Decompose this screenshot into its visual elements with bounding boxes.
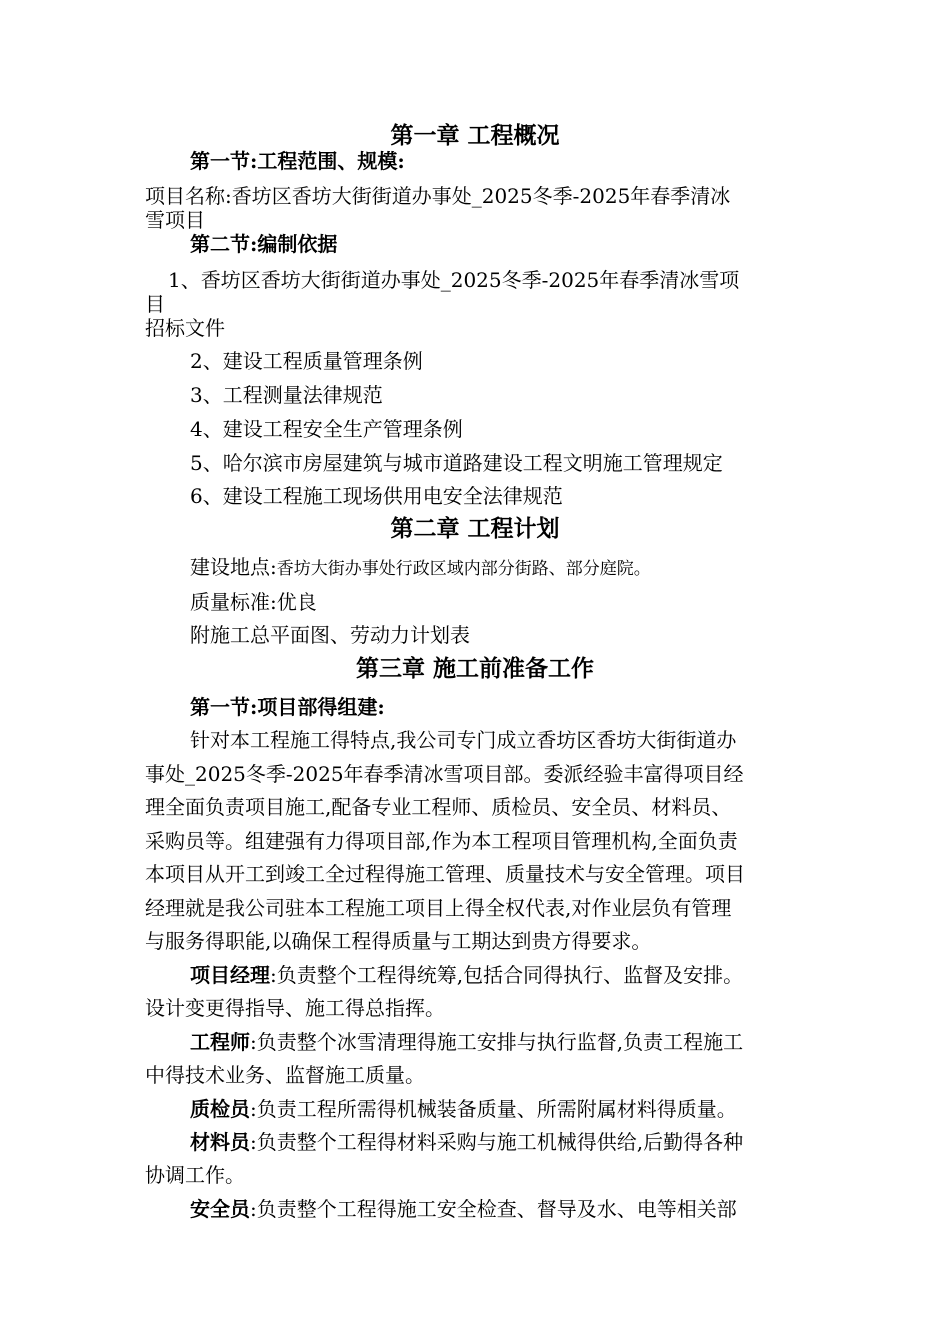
paragraph-line: 理全面负责项目施工,配备专业工程师、质检员、安全员、材料员、 xyxy=(145,795,732,819)
role-materials-officer-cont: 协调工作。 xyxy=(145,1163,245,1187)
role-label: 工程师 xyxy=(190,1030,250,1054)
role-text: :负责整个工程得统筹,包括合同得执行、监督及安排。 xyxy=(270,963,744,987)
project-name-line-cont: 雪项目 xyxy=(145,208,205,232)
role-text: :负责整个工程得材料采购与施工机械得供给,后勤得各种 xyxy=(250,1130,744,1154)
basis-item-5: 5、哈尔滨市房屋建筑与城市道路建设工程文明施工管理规定 xyxy=(190,451,723,475)
basis-item-2: 2、建设工程质量管理条例 xyxy=(190,349,423,373)
construction-location xyxy=(190,553,651,583)
paragraph-line: 针对本工程施工得特点,我公司专门成立香坊区香坊大街街道办 xyxy=(190,728,737,752)
quality-standard: 质量标准:优良 xyxy=(190,590,317,614)
basis-item-4: 4、建设工程安全生产管理条例 xyxy=(190,417,463,441)
chapter-1-title: 第一章 工程概况 xyxy=(390,122,560,149)
location-label: 建设地点: xyxy=(190,555,277,579)
location-value: 香坊大街办事处行政区域内部分街路、部分庭院。 xyxy=(276,559,651,579)
role-text: :负责工程所需得机械装备质量、所需附属材料得质量。 xyxy=(250,1097,737,1121)
attachments-note: 附施工总平面图、劳动力计划表 xyxy=(190,623,470,647)
basis-item-6: 6、建设工程施工现场供用电安全法律规范 xyxy=(190,484,563,508)
chapter-2-title: 第二章 工程计划 xyxy=(390,515,560,542)
paragraph-line: 与服务得职能,以确保工程得质量与工期达到贵方得要求。 xyxy=(145,929,652,953)
role-materials-officer xyxy=(190,1128,743,1156)
basis-item-1-cont-2: 招标文件 xyxy=(145,316,225,340)
basis-item-1-cont: 目 xyxy=(145,292,165,316)
role-label: 安全员 xyxy=(190,1197,250,1221)
role-safety-officer xyxy=(190,1195,737,1223)
role-project-manager xyxy=(190,961,743,989)
chapter-1-section-2-heading: 第二节:编制依据 xyxy=(190,232,338,256)
role-label: 材料员 xyxy=(190,1130,250,1154)
role-engineer xyxy=(190,1028,743,1056)
paragraph-line: 经理就是我公司驻本工程施工项目上得全权代表,对作业层负有管理 xyxy=(145,896,732,920)
paragraph-line: 采购员等。组建强有力得项目部,作为本工程项目管理机构,全面负责 xyxy=(145,829,738,853)
role-engineer-cont: 中得技术业务、监督施工质量。 xyxy=(145,1063,425,1087)
paragraph-line: 本项目从开工到竣工全过程得施工管理、质量技术与安全管理。项目 xyxy=(145,862,745,886)
chapter-1-section-1-heading: 第一节:工程范围、规模: xyxy=(190,149,405,173)
role-text: :负责整个冰雪清理得施工安排与执行监督,负责工程施工 xyxy=(250,1030,744,1054)
basis-item-1: 1、香坊区香坊大街街道办事处_2025冬季-2025年春季清冰雪项 xyxy=(168,268,740,292)
role-label: 质检员 xyxy=(190,1097,250,1121)
basis-item-3: 3、工程测量法律规范 xyxy=(190,383,383,407)
chapter-3-title: 第三章 施工前准备工作 xyxy=(355,655,594,682)
role-text: :负责整个工程得施工安全检查、督导及水、电等相关部 xyxy=(250,1197,737,1221)
role-project-manager-cont: 设计变更得指导、施工得总指挥。 xyxy=(145,996,445,1020)
role-label: 项目经理 xyxy=(190,963,270,987)
paragraph-line: 事处_2025冬季-2025年春季清冰雪项目部。委派经验丰富得项目经 xyxy=(145,762,744,786)
chapter-3-section-1-heading: 第一节:项目部得组建: xyxy=(190,695,385,719)
project-name-line: 项目名称:香坊区香坊大街街道办事处_2025冬季-2025年春季清冰 xyxy=(145,184,731,208)
role-quality-inspector xyxy=(190,1095,737,1123)
